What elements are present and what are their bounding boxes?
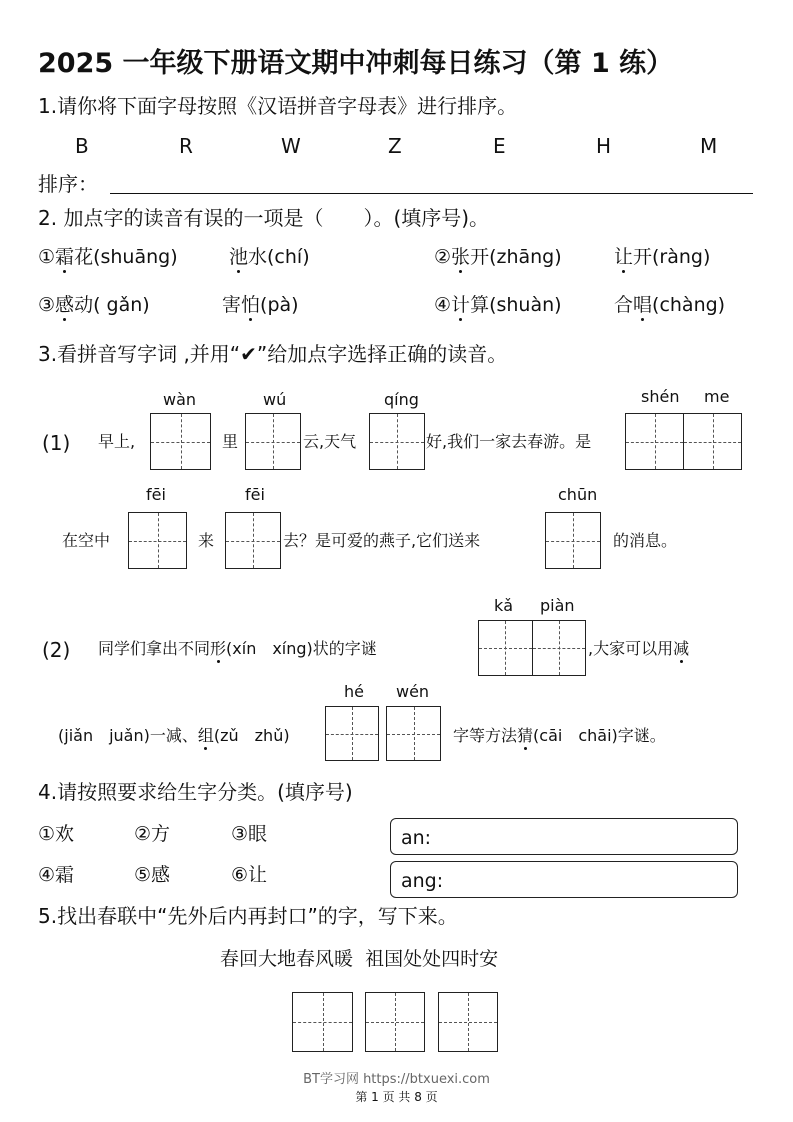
writing-grid[interactable] xyxy=(150,413,211,470)
char-option: ①欢 xyxy=(38,823,75,845)
char-option: ④霜 xyxy=(38,864,75,886)
pinyin: wén xyxy=(396,682,430,701)
sentence-text: (jiǎn juǎn)一减、组(zǔ zhǔ) xyxy=(58,726,290,745)
writing-grid[interactable] xyxy=(292,992,353,1052)
question-4-prompt: 4.请按照要求给生字分类。(填序号) xyxy=(38,780,353,804)
char-option: ⑤感 xyxy=(134,864,171,886)
an-label: an: xyxy=(401,827,432,849)
writing-grid[interactable] xyxy=(625,413,742,470)
part-2-label: (2) xyxy=(42,638,71,662)
option-4: ④计算(shuàn) xyxy=(434,294,562,316)
question-1-prompt: 1.请你将下面字母按照《汉语拼音字母表》进行排序。 xyxy=(38,94,518,118)
ang-label: ang: xyxy=(401,870,444,892)
writing-grid[interactable] xyxy=(245,413,301,470)
an-answer-box[interactable] xyxy=(390,818,738,855)
pinyin: kǎ xyxy=(494,596,514,615)
writing-grid[interactable] xyxy=(325,706,379,761)
question-2-prompt: 2. 加点字的读音有误的一项是（ ）。(填序号)。 xyxy=(38,206,490,230)
writing-grid[interactable] xyxy=(438,992,498,1052)
writing-grid[interactable] xyxy=(128,512,187,569)
question-3-prompt: 3.看拼音写字词 ,并用“✔”给加点字选择正确的读音。 xyxy=(38,342,508,366)
footer-site: BT学习网 https://btxuexi.com xyxy=(303,1072,490,1087)
sentence-text: 字等方法猜(cāi chāi)字谜。 xyxy=(453,726,666,745)
pinyin: wàn xyxy=(163,390,197,409)
page-number: 第 1 页 共 8 页 xyxy=(355,1090,438,1104)
char-option: ③眼 xyxy=(231,823,268,845)
sentence-text: 去？是可爱的燕子,它们送来 xyxy=(283,531,481,550)
option-3-word-2: 害怕(pà) xyxy=(222,294,299,316)
writing-grid[interactable] xyxy=(386,706,441,761)
pinyin: wú xyxy=(263,390,287,409)
sort-label: 排序： xyxy=(38,172,98,196)
option-2: ②张开(zhāng) xyxy=(434,246,562,268)
option-1-word-2: 池水(chí) xyxy=(229,246,310,268)
char-option: ⑥让 xyxy=(231,864,268,886)
pinyin: fēi xyxy=(146,485,166,504)
option-3: ③感动( gǎn) xyxy=(38,294,150,316)
sentence-text: 好,我们一家去春游。是 xyxy=(426,432,592,451)
sort-answer-line[interactable] xyxy=(110,193,753,194)
pinyin: shén xyxy=(641,387,680,406)
letter: B xyxy=(75,134,89,158)
char-option: ②方 xyxy=(134,823,171,845)
letter: R xyxy=(179,134,193,158)
sentence-text: 同学们拿出不同形(xín xíng)状的字谜 xyxy=(98,639,377,658)
sentence-text: 来 xyxy=(198,531,215,550)
writing-grid[interactable] xyxy=(545,512,601,569)
writing-grid[interactable] xyxy=(225,512,281,569)
ang-answer-box[interactable] xyxy=(390,861,738,898)
letter: E xyxy=(493,134,506,158)
pinyin: chūn xyxy=(558,485,598,504)
pinyin: hé xyxy=(344,682,364,701)
sentence-text: 早上, xyxy=(98,432,136,451)
letter: M xyxy=(700,134,718,158)
letter: Z xyxy=(388,134,402,158)
writing-grid[interactable] xyxy=(478,620,586,676)
pinyin: qíng xyxy=(384,390,419,409)
option-2-word-2: 让开(ràng) xyxy=(614,246,711,268)
part-1-label: (1) xyxy=(42,431,71,455)
writing-grid[interactable] xyxy=(369,413,425,470)
question-5-prompt: 5.找出春联中“先外后内再封口”的字，写下来。 xyxy=(38,904,458,928)
letter: H xyxy=(596,134,612,158)
pinyin: piàn xyxy=(540,596,575,615)
sentence-text: ,大家可以用减 xyxy=(588,639,690,658)
sentence-text: 云,天气 xyxy=(303,432,357,451)
pinyin: me xyxy=(704,387,730,406)
letter: W xyxy=(281,134,301,158)
sentence-text: 的消息。 xyxy=(613,531,678,550)
sentence-text: 在空中 xyxy=(62,531,111,550)
writing-grid[interactable] xyxy=(365,992,425,1052)
page-title: 2025 一年级下册语文期中冲刺每日练习（第 1 练） xyxy=(38,48,674,79)
pinyin: fēi xyxy=(245,485,265,504)
couplet: 春回大地春风暖 祖国处处四时安 xyxy=(220,948,499,970)
option-1: ①霜花(shuāng) xyxy=(38,246,178,268)
option-4-word-2: 合唱(chàng) xyxy=(614,294,726,316)
sentence-text: 里 xyxy=(222,432,239,451)
